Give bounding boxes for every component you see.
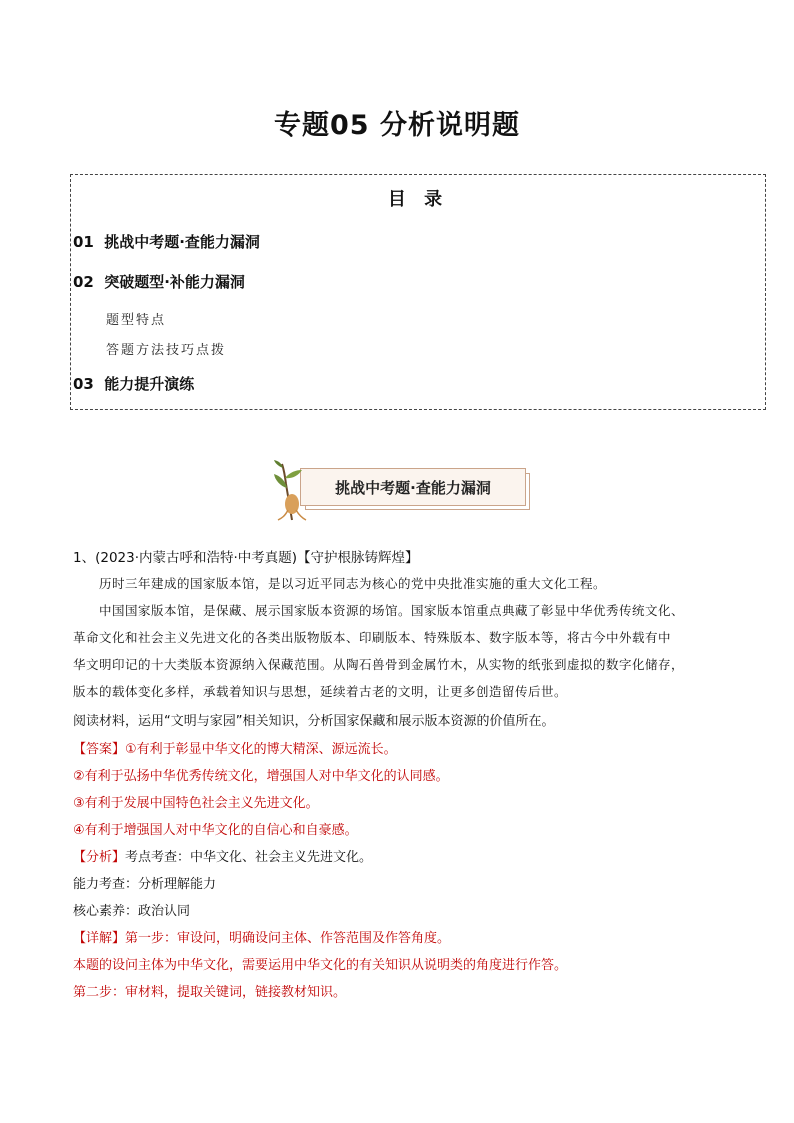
answer-text: ①有利于彰显中华文化的博大精深、源远流长。	[125, 742, 397, 757]
toc-item-label: 挑战中考题·查能力漏洞	[104, 233, 260, 251]
toc-item-02[interactable]	[73, 271, 245, 292]
passage-line: 版本的载体变化多样，承载着知识与思想，延续着古老的文明，让更多创造留传后世。	[73, 684, 568, 699]
detail-tag: 【详解】	[73, 931, 126, 946]
answer-line-4: ④有利于增强国人对中华文化的自信心和自豪感。	[73, 823, 358, 838]
plant-icon	[270, 460, 314, 522]
question-prompt: 阅读材料，运用“文明与家园”相关知识，分析国家保藏和展示版本资源的价值所在。	[73, 714, 555, 729]
literacy-line: 核心素养：政治认同	[73, 904, 191, 919]
toc-item-number: 01	[73, 233, 94, 251]
detail-line-2: 本题的设问主体为中华文化，需要运用中华文化的有关知识从说明类的角度进行作答。	[73, 958, 568, 973]
passage-line: 革命文化和社会主义先进文化的各类出版物版本、印刷版本、特殊版本、数字版本等，将古今中外载有中	[73, 630, 672, 645]
detail-step-1: 第一步：审设问，明确设问主体、作答范围及作答角度。	[125, 931, 451, 946]
banner-label: 挑战中考题·查能力漏洞	[335, 478, 491, 497]
answer-line-1	[73, 738, 397, 757]
page-title: 专题05 分析说明题	[274, 110, 520, 141]
toc-item-01[interactable]	[73, 231, 260, 252]
answer-tag: 【答案】	[73, 742, 126, 757]
toc-subitem-methods[interactable]: 答题方法技巧点拨	[106, 343, 227, 358]
toc-item-number: 02	[73, 273, 94, 291]
toc-item-label: 突破题型·补能力漏洞	[104, 273, 245, 291]
toc-heading: 目 录	[387, 189, 449, 210]
toc-subitem-features[interactable]: 题型特点	[106, 313, 167, 328]
answer-line-2: ②有利于弘扬中华优秀传统文化，增强国人对中华文化的认同感。	[73, 769, 449, 784]
ability-line: 能力考查：分析理解能力	[73, 877, 217, 892]
detail-step-2: 第二步：审材料，提取关键词，链接教材知识。	[73, 985, 347, 1000]
question-passage	[73, 570, 733, 705]
passage-line: 历时三年建成的国家版本馆，是以习近平同志为核心的党中央批准实施的重大文化工程。	[99, 576, 607, 591]
table-of-contents	[70, 174, 766, 410]
analysis-tag: 【分析】	[73, 850, 126, 865]
toc-item-03[interactable]	[73, 373, 194, 394]
question-header: 1、(2023·内蒙古呼和浩特·中考真题)【守护根脉铸辉煌】	[73, 550, 419, 566]
section-banner	[270, 460, 530, 522]
answer-line-3: ③有利于发展中国特色社会主义先进文化。	[73, 796, 319, 811]
detail-line	[73, 927, 450, 946]
passage-line: 中国国家版本馆，是保藏、展示国家版本资源的场馆。国家版本馆重点典藏了彰显中华优秀传统文化、	[99, 603, 685, 618]
toc-item-label: 能力提升演练	[104, 375, 195, 393]
toc-item-number: 03	[73, 375, 94, 393]
passage-line: 华文明印记的十大类版本资源纳入保藏范围。从陶石兽骨到金属竹木，从实物的纸张到虚拟的数字化储存，	[73, 657, 685, 672]
analysis-text: 考点考查：中华文化、社会主义先进文化。	[125, 850, 373, 865]
analysis-line	[73, 846, 372, 865]
banner-frame	[300, 468, 526, 506]
